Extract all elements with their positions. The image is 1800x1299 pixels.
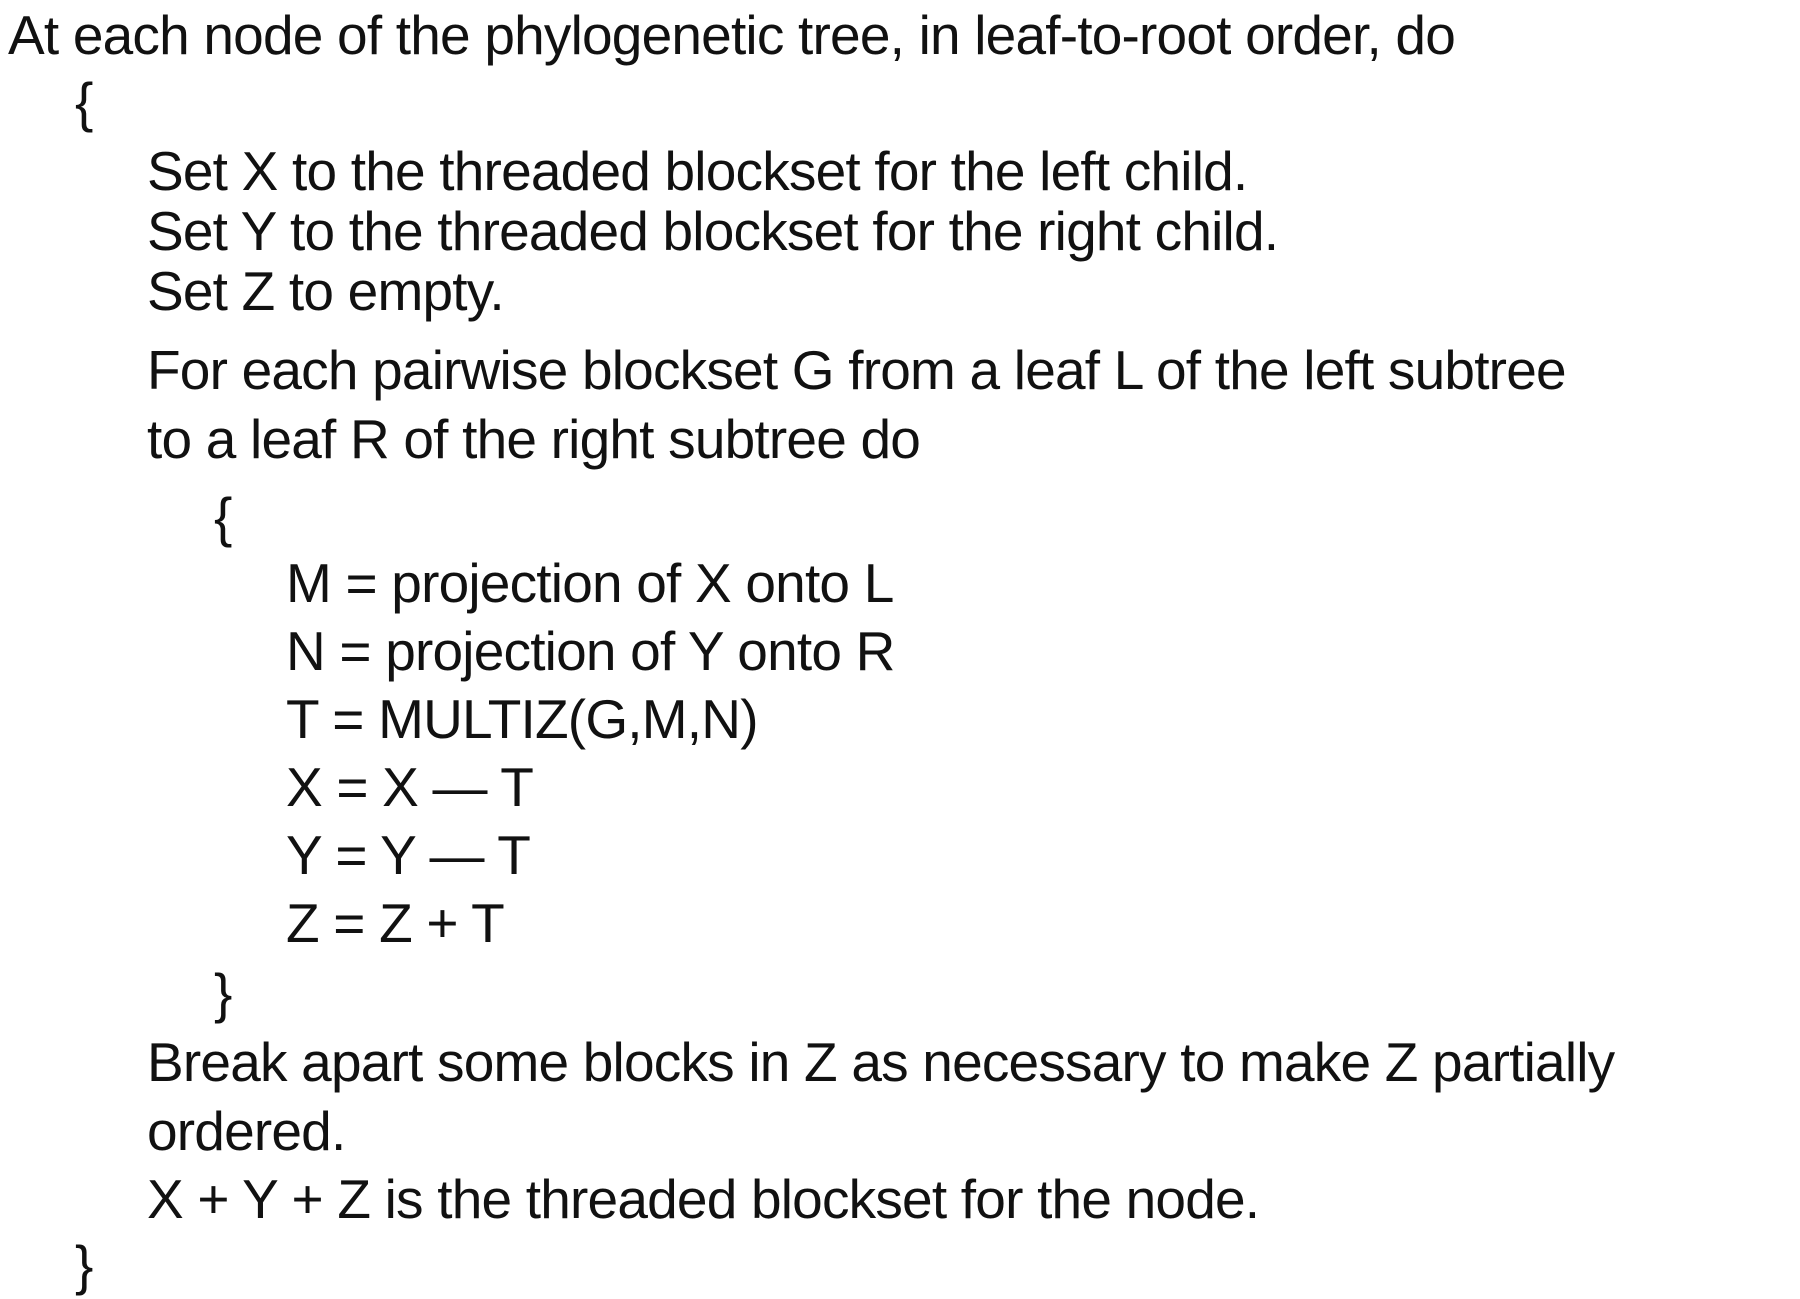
inner-step-y: Y = Y — T: [286, 824, 531, 886]
loop-line-2: to a leaf R of the right subtree do: [147, 408, 921, 470]
algorithm-header: At each node of the phylogenetic tree, in leaf-to-root order, do: [8, 4, 1455, 66]
step-set-x: Set X to the threaded blockset for the left child.: [147, 140, 1248, 202]
step-set-z: Set Z to empty.: [147, 260, 504, 322]
inner-open-brace: {: [214, 486, 232, 548]
inner-step-n: N = projection of Y onto R: [286, 620, 895, 682]
break-line-2: ordered.: [147, 1100, 346, 1162]
outer-close-brace: }: [75, 1234, 93, 1296]
inner-step-x: X = X — T: [286, 756, 534, 818]
loop-line-1: For each pairwise blockset G from a leaf L of the left subtree: [147, 339, 1566, 401]
inner-step-t: T = MULTIZ(G,M,N): [286, 688, 758, 750]
inner-step-m: M = projection of X onto L: [286, 552, 894, 614]
step-set-y: Set Y to the threaded blockset for the right child.: [147, 200, 1279, 262]
inner-step-z: Z = Z + T: [286, 892, 504, 954]
outer-open-brace: {: [75, 71, 93, 133]
break-line-1: Break apart some blocks in Z as necessary to make Z partially: [147, 1031, 1615, 1093]
inner-close-brace: }: [214, 962, 232, 1024]
result-line: X + Y + Z is the threaded blockset for the node.: [147, 1168, 1260, 1230]
